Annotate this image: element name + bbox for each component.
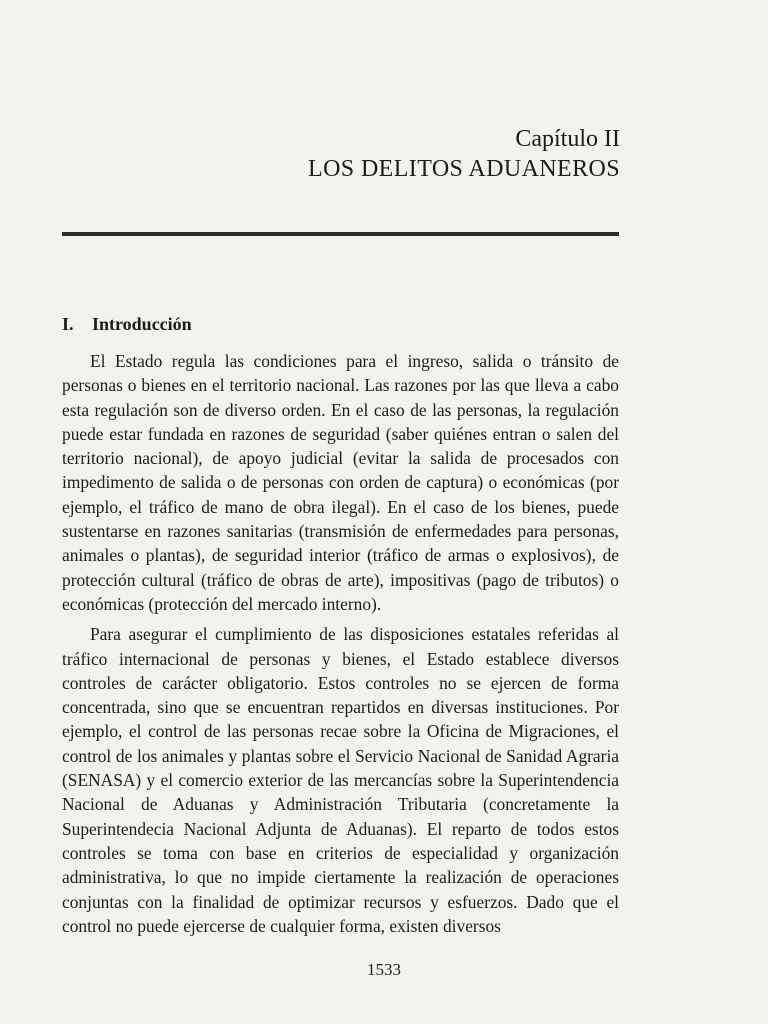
page-number: 1533 [367, 960, 401, 979]
section-heading [62, 312, 192, 336]
section-number: I. [62, 314, 74, 334]
chapter-heading [308, 124, 620, 184]
chapter-title: LOS DELITOS ADUANEROS [308, 156, 620, 182]
body-text [62, 349, 619, 944]
paragraph: Para asegurar el cumplimiento de las disposiciones estatales referidas al tráfico internacional de personas y bienes, el Estado establece diversos controles de carácter obligatorio. Estos controles no se ejercen de forma concentrada, sino que se encuentran repartidos en diversas instituciones. Por ejemplo, el control de las personas recae sobre la Oficina de Migraciones, el control de los animales y plantas sobre el Servicio Nacional de Sanidad Agraria (SENASA) y el comercio exterior de las mercancías sobre la Superintendencia Nacional de Aduanas y Administración Tributaria (concretamente la Superintendecia Nacional Adjunta de Aduanas). El reparto de todos estos controles se toma con base en criterios de especialidad y organización administrativa, lo que no impide ciertamente la realización de operaciones conjuntas con la finalidad de optimizar recursos y esfuerzos. Dado que el control no puede ejercerse de cualquier forma, existen diversos [62, 624, 619, 936]
section-title: Introducción [92, 314, 192, 334]
paragraph: El Estado regula las condiciones para el ingreso, salida o tránsito de personas o bienes en el territorio nacional. Las razones por las que lleva a cabo esta regulación son de diverso orden. En el caso de las personas, la regulación puede estar fundada en razones de seguridad (saber quiénes entran o salen del territorio nacional), de apoyo judicial (evitar la salida de procesados con impedimento de salida o de personas con orden de captura) o económicas (por ejemplo, el tráfico de mano de obra ilegal). En el caso de los bienes, puede sustentarse en razones sanitarias (transmisión de enfermedades para personas, animales o plantas), de seguridad interior (tráfico de armas o explosivos), de protección cultural (tráfico de obras de arte), impositivas (pago de tributos) o económicas (protección del mercado interno). [62, 351, 619, 614]
chapter-label: Capítulo II [515, 126, 620, 152]
chapter-rule-divider [62, 232, 619, 236]
